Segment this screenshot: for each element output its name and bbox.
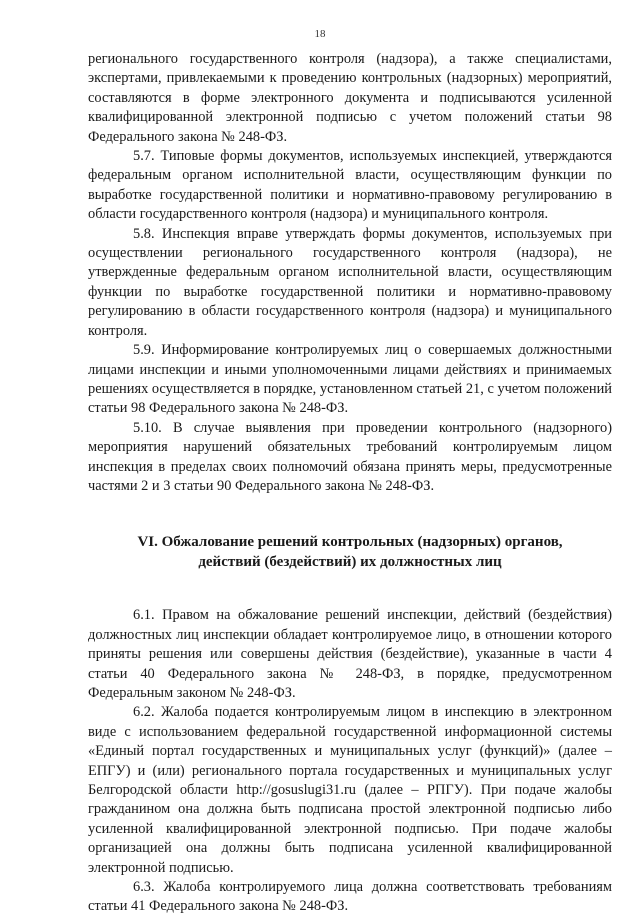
paragraph-6-3: 6.3. Жалоба контролируемого лица должна соответствовать требованиям статьи 41 Федерального закона № 248-ФЗ.	[88, 879, 612, 915]
paragraph-5-7: 5.7. Типовые формы документов, используемых инспекцией, утверждаются федеральным органом исполнительной власти, осуществляющим функции по выработке государственной политики и нормативно-правовому регулированию в области государственного контроля (надзора) и муниципального контроля.	[88, 148, 612, 223]
paragraph-5-10: 5.10. В случае выявления при проведении контрольного (надзорного) мероприятия нарушений обязательных требований контролируемым лицом инспекция в пределах своих полномочий обязана принять меры, предусмотренные частями 2 и 3 статьи 90 Федерального закона № 248-ФЗ.	[88, 419, 612, 494]
section-heading-line-2: действий (бездействий) их должностных лиц	[198, 554, 502, 571]
paragraph-5-9: 5.9. Информирование контролируемых лиц о совершаемых должностными лицами инспекции и иными уполномоченными лицами действиях и принимаемых решениях осуществляется в порядке, установленном статьей 21, с учетом положений статьи 98 Федерального закона № 248-ФЗ.	[88, 342, 612, 417]
document-body	[88, 50, 612, 917]
paragraph-6-2: 6.2. Жалоба подается контролируемым лицом в инспекцию в электронном виде с использованием федеральной государственной информационной системы «Единый портал государственных и муниципальных услуг (функций)» (далее – ЕПГУ) и (или) регионального портала государственных и муниципальных услуг Белгородской области http://gosuslugi31.ru (далее – РПГУ). При подаче жалобы гражданином она должна быть подписана простой электронной подписью либо усиленной квалифицированной электронной подписью. При подаче жалобы организацией она должны быть подписана усиленной квалифицированной электронной подписью.	[88, 704, 612, 876]
paragraph-continuation: регионального государственного контроля (надзора), а также специалистами, экспертами, привлекаемыми к проведению контрольных (надзорных) мероприятий, составляются в форме электронного документа и подписываются усиленной квалифицированной электронной подписью с учетом положений статьи 98 Федерального закона № 248-ФЗ.	[88, 51, 612, 145]
paragraph-5-8: 5.8. Инспекция вправе утверждать формы документов, используемых при осуществлении регионального государственного контроля (надзора), не утвержденные федеральным органом исполнительной власти, осуществляющим функции по выработке государственной политики и нормативно-правовому регулированию в области государственного контроля (надзора) и муниципального контроля.	[88, 225, 612, 339]
section-heading-line-1: VI. Обжалование решений контрольных (надзорных) органов,	[137, 534, 563, 551]
paragraph-6-1: 6.1. Правом на обжалование решений инспекции, действий (бездействия) должностных лиц инспекции обладает контролируемое лицо, в отношении которого приняты решения или совершены действия (бездействие), указанные в части 4 статьи 40 Федерального закона № 248-ФЗ, в порядке, предусмотренном Федеральным законом № 248-ФЗ.	[88, 607, 612, 701]
page-number: 18	[314, 28, 326, 40]
section-heading	[88, 532, 612, 572]
